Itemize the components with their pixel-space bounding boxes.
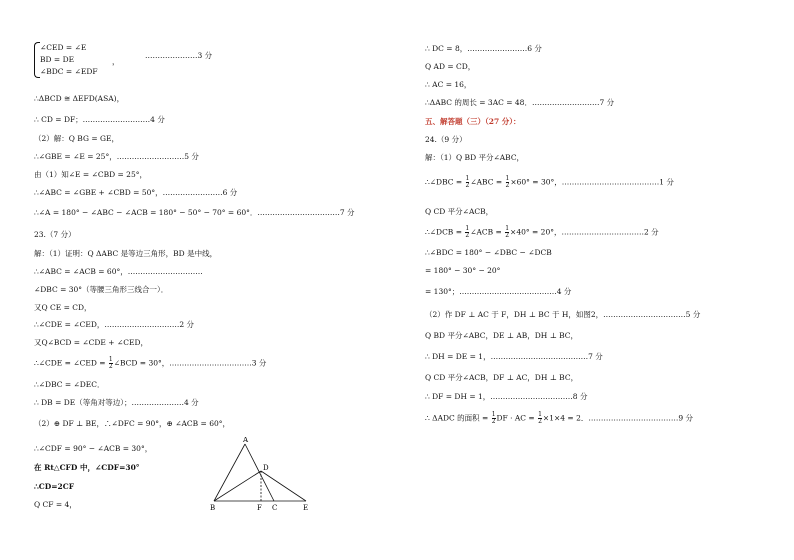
text-line: （2）解：Q BG = GE， <box>34 134 119 143</box>
vertex-label: E <box>303 504 309 512</box>
text-line: ∠BDC = ∠EDF <box>40 67 98 76</box>
text-line: ∴ΔABC 的周长 = 3AC = 48．………………………7 分 <box>425 98 615 107</box>
text-line: ∠DBC = 30°（等腰三角形三线合一）． <box>34 285 169 294</box>
text-line: Q AD = CD， <box>425 62 476 71</box>
text-line: Q CD 平分∠ACB，DF ⊥ AC，DH ⊥ BC， <box>425 373 579 382</box>
text-line: ∴ΔBCD ≅ ΔEFD(ASA)， <box>34 94 125 103</box>
text-line: ∴ DB = DE（等角对等边）；…………………4 分 <box>34 398 199 407</box>
text-line: ∴∠BDC = 180° − ∠DBC − ∠DCB <box>425 248 552 257</box>
vertex-label: B <box>210 504 216 512</box>
text-line: ∴∠A = 180° − ∠ABC − ∠ACB = 180° − 50° − 70° = 60°．……………………………7 分 <box>34 208 355 217</box>
text-line-with-fraction: ∴∠DBC = $\frac{1}{2}$ ∠ABC = $\frac{1}{2}$ ×60° = 30°，…………………………………1 分 <box>425 175 674 189</box>
text-line-with-fraction: ∴∠DCB = $\frac{1}{2}$ ∠ACB = $\frac{1}{2}$ ×40° = 20°，……………………………2 分 <box>425 225 659 239</box>
text-line: ∴∠CDF = 90° − ∠ACB = 30°， <box>34 444 153 453</box>
text-line: 在 Rt△CFD 中，∠CDF=30° <box>34 463 140 472</box>
text-segment: ∠BCD = 30°，……………………………3 分 <box>113 358 267 368</box>
text-line: 又Q CE = CD， <box>34 303 92 312</box>
fraction: $\frac{1}{2}$ <box>538 411 542 425</box>
text-line: （2）⊕ DF ⊥ BE，∴∠DFC = 90°，⊕ ∠ACB = 60°， <box>34 419 231 428</box>
text-line: ∴∠DBC = ∠DEC． <box>34 380 105 389</box>
triangle-figure <box>205 437 325 517</box>
text-line: ∴ DF = DH = 1，……………………………8 分 <box>425 392 588 401</box>
text-line: Q CF = 4， <box>34 500 77 509</box>
text-line: = 130°；…………………………………4 分 <box>425 287 572 296</box>
fraction: $\frac{1}{2}$ <box>491 411 496 425</box>
vertex-label: D <box>263 464 269 472</box>
text-line: = 180° − 30° − 20° <box>425 266 501 275</box>
fraction: $\frac{1}{2}$ <box>108 356 113 370</box>
text-line: 又Q∠BCD = ∠CDE + ∠CED， <box>34 338 148 347</box>
fraction: $\frac{1}{2}$ <box>465 225 470 239</box>
text-segment: ∴∠CDE = ∠CED = <box>34 358 108 368</box>
text-line: ∴∠CDE = ∠CED，…………………………2 分 <box>34 320 195 329</box>
question-number: 23.（7 分） <box>34 230 76 239</box>
text-line: ∴CD=2CF <box>34 482 75 491</box>
text-line: …………………3 分 <box>145 51 213 60</box>
fraction: $\frac{1}{2}$ <box>505 175 510 189</box>
text-line: ∴ DH = DE = 1，…………………………………7 分 <box>425 352 603 361</box>
text-line: 解：（1）Q BD 平分∠ABC， <box>425 153 525 162</box>
text-line: （2）作 DF ⊥ AC 于 F，DH ⊥ BC 于 H，如图2，……………………………5 分 <box>425 310 701 319</box>
text-line: BD = DE <box>40 55 75 64</box>
text-line: ， <box>112 57 120 66</box>
text-line: ∴ CD = DF；………………………4 分 <box>34 115 165 124</box>
text-line: ∴∠GBE = ∠E = 25°，………………………5 分 <box>34 152 199 161</box>
text-line: ∴ AC = 16， <box>425 80 472 89</box>
fraction: $\frac{1}{2}$ <box>465 175 470 189</box>
text-line: Q BD 平分∠ABC，DE ⊥ AB，DH ⊥ BC， <box>425 331 579 340</box>
section-heading: 五、解答题（三）（27 分）： <box>425 117 521 126</box>
text-line: ∴ DC = 8，……………………6 分 <box>425 44 542 53</box>
text-line: 由（1）知∠E = ∠CBD = 25°， <box>34 170 147 179</box>
text-line-with-fraction: ∴ ΔADC 的面积 = $\frac{1}{2}$ DF · AC = $\frac{1}{2}$ ×1×4 = 2．………………………………9 分 <box>425 411 694 425</box>
text-line: ∠CED = ∠E <box>40 43 87 52</box>
vertex-label: F <box>257 504 262 512</box>
text-line-with-fraction <box>34 357 266 370</box>
right-column <box>400 0 794 560</box>
vertex-label: C <box>272 504 278 512</box>
fraction: $\frac{1}{2}$ <box>505 225 510 239</box>
text-line: Q CD 平分∠ACB， <box>425 207 494 216</box>
text-line: ∴∠ABC = ∠ACB = 60°，………………………… <box>34 267 203 276</box>
vertex-label: A <box>243 437 249 444</box>
text-line: 解：（1）证明：Q ΔABC 是等边三角形，BD 是中线， <box>34 249 218 258</box>
question-number: 24.（9 分） <box>425 135 467 144</box>
text-line: ∴∠ABC = ∠GBE + ∠CBD = 50°，……………………6 分 <box>34 188 238 197</box>
